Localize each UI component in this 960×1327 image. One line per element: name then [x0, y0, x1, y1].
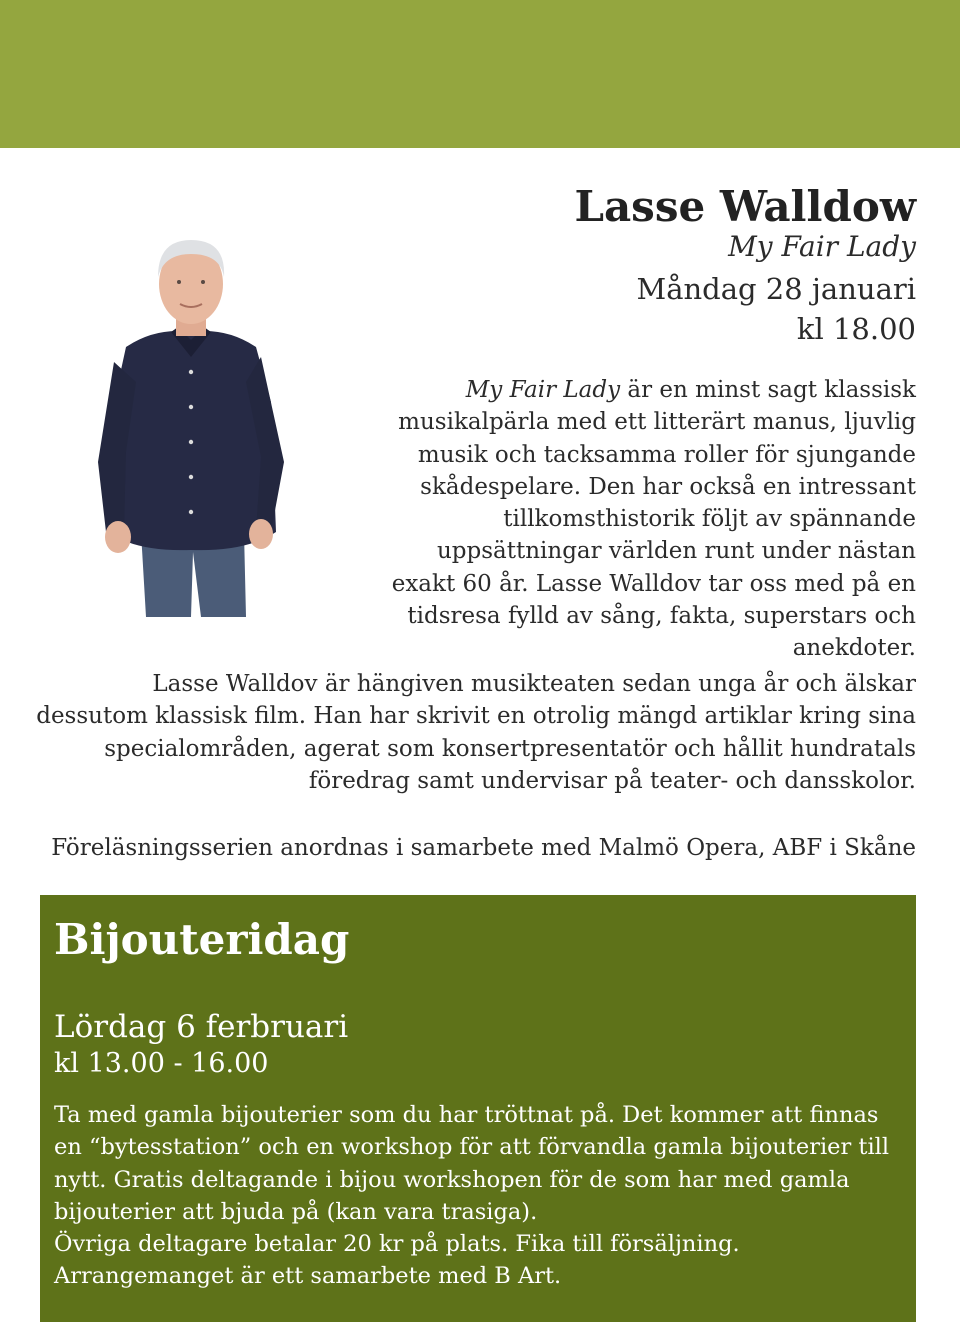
description-body: är en minst sagt klassisk musikalpärla med ett litterärt manus, ljuvlig musik och tacksamma roller för sjungande skådespelare. Den har också en intressant tillkomsthistorik följt av spännande uppsättningar världen runt under nästan exakt 60 år. Lasse Walldov tar oss med på en tidsresa fylld av sång, fakta, superstars och anekdoter. — [391, 377, 916, 662]
event1-time: kl 18.00 — [796, 312, 916, 346]
event2-line: Arrangemanget är ett samarbete med B Art. — [54, 1263, 562, 1290]
event1-subtitle: My Fair Lady — [728, 230, 916, 263]
event2-line: Övriga deltagare betalar 20 kr på plats. Fika till försäljning. — [54, 1231, 740, 1258]
series-credit: Föreläsningsserien anordnas i samarbete med Malmö Opera, ABF i Skåne — [51, 835, 916, 861]
event1-header — [356, 183, 916, 349]
event1-date: Måndag 28 januari — [636, 272, 916, 306]
event2-description — [54, 1099, 902, 1293]
event2-date: Lördag 6 ferbruari — [54, 1009, 349, 1045]
event1-description — [376, 374, 916, 665]
event2-box — [40, 895, 916, 1322]
event2-time: kl 13.00 - 16.00 — [54, 1048, 269, 1079]
description-italic-lead: My Fair Lady — [465, 377, 621, 403]
event2-title: Bijouteridag — [54, 915, 350, 964]
event2-line: Ta med gamla bijouterier som du har tröttnat på. Det kommer att finnas en “bytesstation” och en workshop för att förvandla gamla bijouterier till nytt. Gratis deltagande i bijou workshopen för de som har med gamla bijouterier att bjuda på (kan vara trasiga). — [54, 1102, 890, 1225]
speaker-bio-text: Lasse Walldov är hängiven musikteaten sedan unga år och älskar dessutom klassisk film. Han har skrivit en otrolig mängd artiklar kring sina specialområden, agerat som konsertpresentatör och hållit hundratals föredrag samt undervisar på teater- och dansskolor. — [36, 671, 916, 794]
top-color-band — [0, 0, 960, 148]
speaker-portrait — [96, 232, 286, 617]
speaker-bio — [36, 668, 916, 797]
event1-title: Lasse Walldow — [574, 182, 916, 231]
